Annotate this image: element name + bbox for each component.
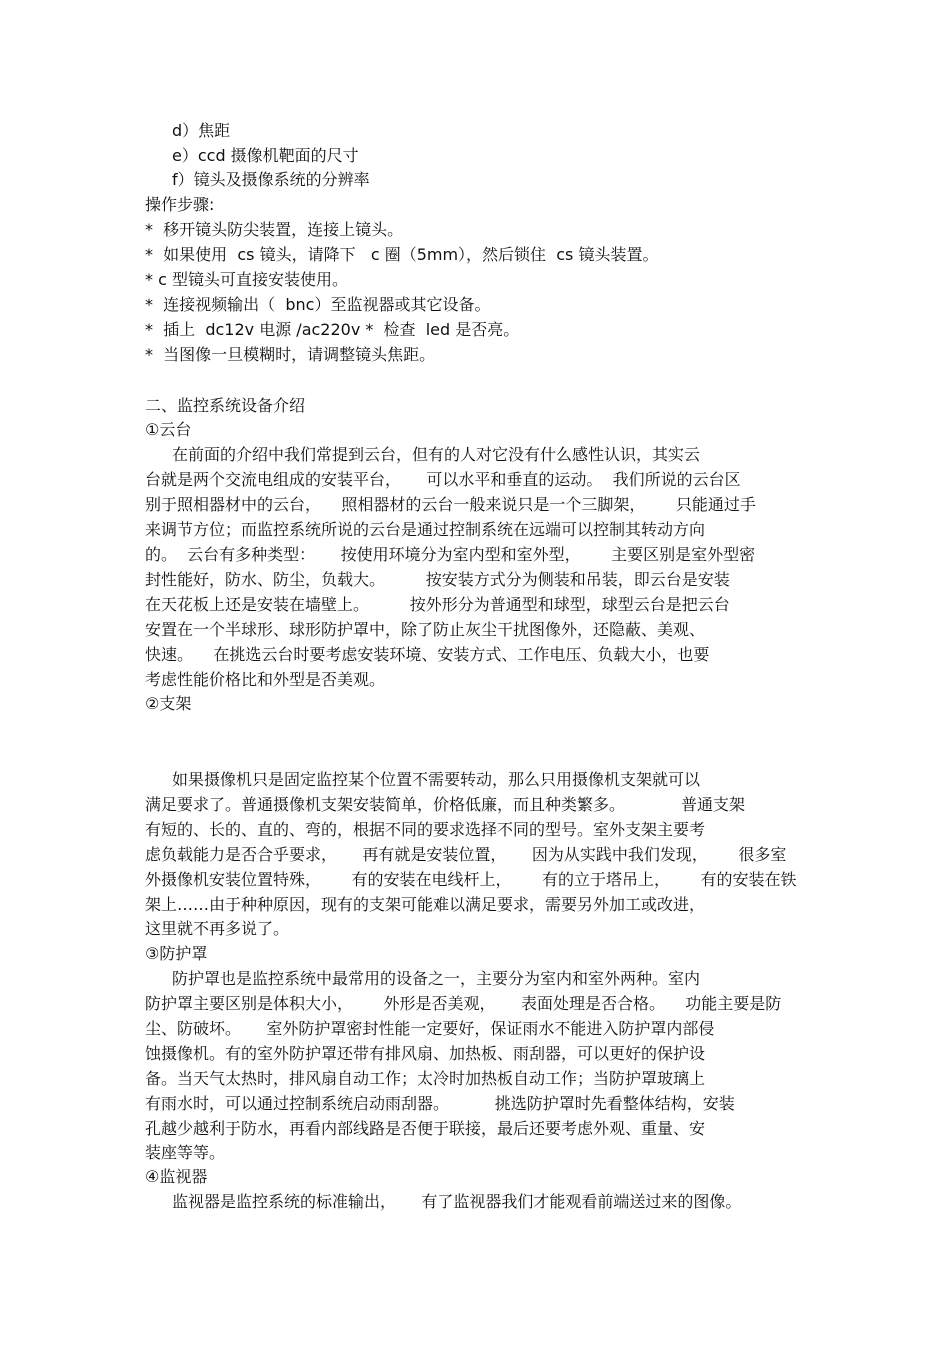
paragraph-line: 安置在一个半球形、球形防护罩中，除了防止灰尘干扰图像外，还隐蔽、美观、	[145, 620, 706, 639]
paragraph-line: 别于照相器材中的云台， 照相器材的云台一般来说只是一个三脚架， 只能通过手	[145, 495, 756, 514]
paragraph-line: 架上……由于种种原因，现有的支架可能难以满足要求，需要另外加工或改进，	[145, 895, 706, 914]
paragraph-line: 满足要求了。普通摄像机支架安装简单，价格低廉，而且种类繁多。 普通支架	[145, 795, 745, 814]
subsection-title-bracket: ②支架	[145, 694, 192, 713]
subsection-title-monitor: ④监视器	[145, 1167, 208, 1186]
paragraph-line: 装座等等。	[145, 1143, 226, 1162]
subsection-title-pan-tilt: ①云台	[145, 420, 192, 439]
step-item: * 连接视频输出（ bnc）至监视器或其它设备。	[145, 295, 491, 314]
paragraph-line: 有雨水时，可以通过控制系统启动雨刮器。 挑选防护罩时先看整体结构，安装	[145, 1094, 735, 1113]
paragraph-line: 孔越少越利于防水，再看内部线路是否便于联接，最后还要考虑外观、重量、安	[145, 1119, 706, 1138]
step-item: * 当图像一旦模糊时，请调整镜头焦距。	[145, 345, 436, 364]
steps-heading: 操作步骤:	[145, 195, 215, 214]
paragraph-line: 在前面的介绍中我们常提到云台，但有的人对它没有什么感性认识，其实云	[172, 445, 701, 464]
paragraph-line: 监视器是监控系统的标准输出， 有了监视器我们才能观看前端送过来的图像。	[172, 1192, 742, 1211]
paragraph-line: 快速。 在挑选云台时要考虑安装环境、安装方式、工作电压、负载大小，也要	[145, 645, 710, 664]
paragraph-line: 防护罩也是监控系统中最常用的设备之一，主要分为室内和室外两种。室内	[172, 969, 701, 988]
paragraph-line: 有短的、长的、直的、弯的，根据不同的要求选择不同的型号。室外支架主要考	[145, 820, 706, 839]
list-item-resolution: f）镜头及摄像系统的分辨率	[172, 170, 370, 189]
paragraph-line: 蚀摄像机。有的室外防护罩还带有排风扇、加热板、雨刮器，可以更好的保护设	[145, 1044, 706, 1063]
paragraph-line: 考虑性能价格比和外型是否美观。	[145, 670, 386, 689]
step-item: * 移开镜头防尖装置，连接上镜头。	[145, 220, 404, 239]
section-title: 二、监控系统设备介绍	[145, 396, 306, 415]
paragraph-line: 在天花板上还是安装在墙壁上。 按外形分为普通型和球型，球型云台是把云台	[145, 595, 730, 614]
paragraph-line: 封性能好，防水、防尘，负载大。 按安装方式分为侧装和吊装，即云台是安装	[145, 570, 730, 589]
paragraph-line: 来调节方位；而监控系统所说的云台是通过控制系统在远端可以控制其转动方向	[145, 520, 706, 539]
paragraph-line: 这里就不再多说了。	[145, 919, 290, 938]
paragraph-line: 台就是两个交流电组成的安装平台， 可以水平和垂直的运动。 我们所说的云台区	[145, 470, 741, 489]
list-item-ccd-size: e）ccd 摄像机靶面的尺寸	[172, 146, 359, 165]
paragraph-line: 外摄像机安装位置特殊， 有的安装在电线杆上， 有的立于塔吊上， 有的安装在铁	[145, 870, 797, 889]
step-item: * c 型镜头可直接安装使用。	[145, 270, 348, 289]
step-item: * 如果使用 cs 镜头，请降下 c 圈（5mm），然后锁住 cs 镜头装置。	[145, 245, 659, 264]
paragraph-line: 防护罩主要区别是体积大小， 外形是否美观， 表面处理是否合格。 功能主要是防	[145, 994, 782, 1013]
paragraph-line: 的。 云台有多种类型： 按使用环境分为室内型和室外型， 主要区别是室外型密	[145, 545, 756, 564]
paragraph-line: 备。当天气太热时，排风扇自动工作；太冷时加热板自动工作；当防护罩玻璃上	[145, 1069, 706, 1088]
paragraph-line: 尘、防破坏。 室外防护罩密封性能一定要好，保证雨水不能进入防护罩内部侵	[145, 1019, 715, 1038]
subsection-title-housing: ③防护罩	[145, 944, 208, 963]
paragraph-line: 如果摄像机只是固定监控某个位置不需要转动，那么只用摄像机支架就可以	[172, 770, 701, 789]
paragraph-line: 虑负载能力是否合乎要求， 再有就是安装位置， 因为从实践中我们发现， 很多室	[145, 845, 787, 864]
step-item: * 插上 dc12v 电源 /ac220v * 检查 led 是否亮。	[145, 320, 520, 339]
list-item-focal-length: d）焦距	[172, 121, 231, 140]
